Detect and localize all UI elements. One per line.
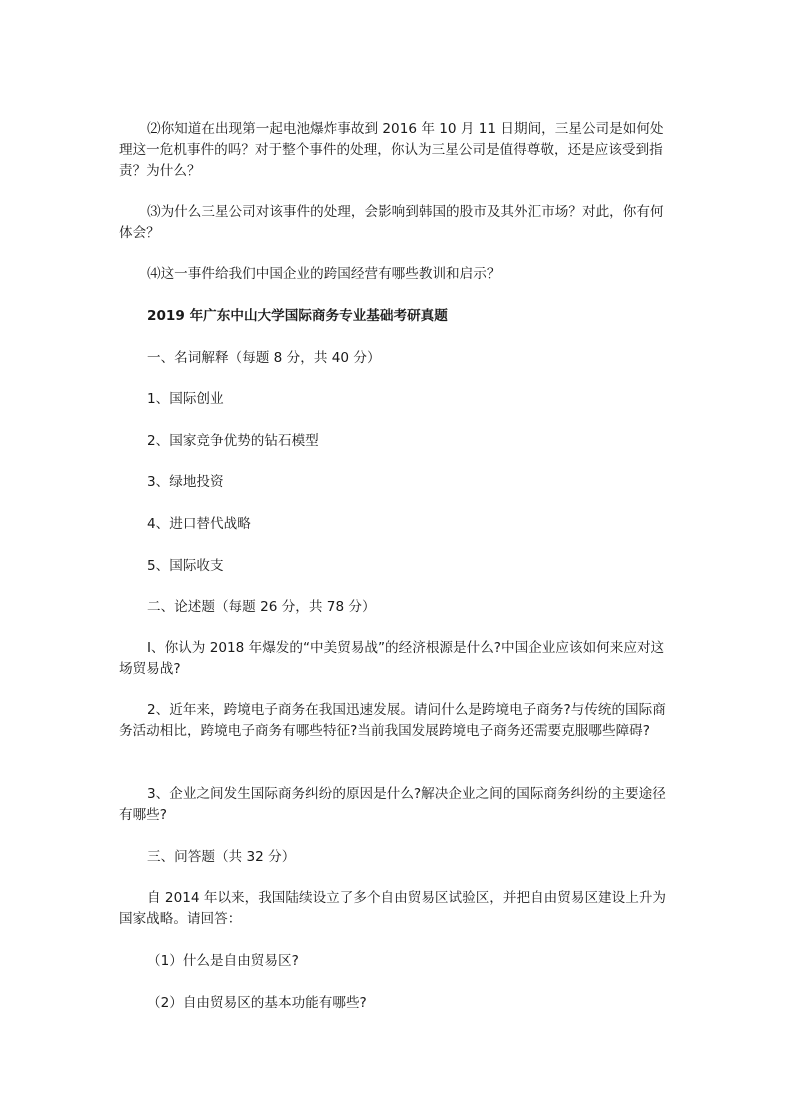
essay-question-3: 3、企业之间发生国际商务纠纷的原因是什么?解决企业之间的国际商务纠纷的主要途径有哪些? — [119, 786, 666, 823]
essay-question-1: I、你认为 2018 年爆发的“中美贸易战”的经济根源是什么?中国企业应该如何来应对这场贸易战? — [119, 640, 665, 677]
term-item-5: 5、国际收支 — [147, 558, 224, 574]
section-3-heading: 三、问答题（共 32 分） — [147, 849, 296, 865]
qa-subquestion-1: （1）什么是自由贸易区? — [147, 953, 299, 969]
term-item-3: 3、绿地投资 — [147, 474, 224, 490]
term-item-4: 4、进口替代战略 — [147, 516, 251, 532]
qa-subquestion-2: （2）自由贸易区的基本功能有哪些? — [147, 995, 367, 1011]
qa-intro-paragraph: 自 2014 年以来，我国陆续设立了多个自由贸易区试验区，并把自由贸易区建设上升为国家战略。请回答： — [119, 890, 667, 927]
essay-question-2: 2、近年来，跨境电子商务在我国迅速发展。请问什么是跨境电子商务?与传统的国际商务活动相比，跨境电子商务有哪些特征?当前我国发展跨境电子商务还需要克服哪些障碍? — [119, 702, 666, 739]
question-4-paragraph: ⑷这一事件给我们中国企业的跨国经营有哪些教训和启示？ — [147, 266, 501, 282]
question-3-paragraph: ⑶为什么三星公司对该事件的处理，会影响到韩国的股市及其外汇市场？对此，你有何体会？ — [119, 204, 664, 241]
section-1-heading: 一、名词解释（每题 8 分，共 40 分） — [147, 350, 381, 366]
section-2-heading: 二、论述题（每题 26 分，共 78 分） — [147, 599, 376, 615]
exam-title: 2019 年广东中山大学国际商务专业基础考研真题 — [147, 308, 448, 324]
term-item-1: 1、国际创业 — [147, 391, 224, 407]
term-item-2: 2、国家竞争优势的钻石模型 — [147, 433, 319, 449]
question-2-paragraph: ⑵你知道在出现第一起电池爆炸事故到 2016 年 10 月 11 日期间，三星公司是如何处理这一危机事件的吗？对于整个事件的处理，你认为三星公司是值得尊敬，还是应该受到指责？为什么？ — [119, 121, 664, 179]
